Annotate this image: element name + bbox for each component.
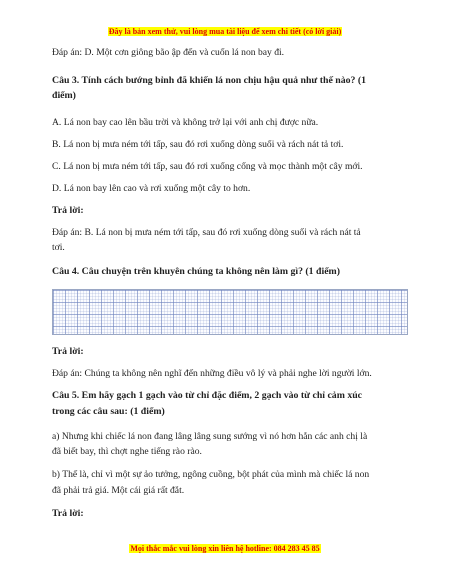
q3-answer: Đáp án: B. Lá non bị mưa ném tới tấp, sau đó rơi xuống dòng suối và rách nát tả xyxy=(52,227,361,238)
q3-option-c: C. Lá non bị mưa ném tới tấp, sau đó rơi xuống cống và mọc thành một cây mới. xyxy=(52,161,363,172)
q5-answer-label: Trả lời: xyxy=(52,508,84,519)
preview-banner xyxy=(0,27,450,36)
answer-writing-grid xyxy=(52,289,408,335)
preview-banner-text: Đây là bản xem thử, vui lòng mua tài liệu để xem chi tiết (có lời giải) xyxy=(108,27,342,36)
question-5-title: Câu 5. Em hãy gạch 1 gạch vào từ chỉ đặc điểm, 2 gạch vào từ chỉ cảm xúc xyxy=(52,390,363,401)
q5-sentence-a-cont: đã biết bay, thì chợt nghe tiếng rào rào. xyxy=(52,446,202,457)
q3-option-d: D. Lá non bay lên cao và rơi xuống một cây to hơn. xyxy=(52,183,251,194)
question-3-title-cont: điểm) xyxy=(52,90,76,101)
question-3-title: Câu 3. Tính cách bướng bỉnh đã khiến lá non chịu hậu quả như thế nào? (1 xyxy=(52,75,367,86)
q4-answer-label: Trả lời: xyxy=(52,346,84,357)
q5-sentence-b: b) Thế là, chỉ vì một sự ảo tưởng, ngông cuồng, bột phát của mình mà chiếc lá non xyxy=(52,469,370,480)
q5-sentence-b-cont: đã phải trả giá. Một cái giá rất đắt. xyxy=(52,485,185,496)
q3-option-b: B. Lá non bị mưa ném tới tấp, sau đó rơi xuống dòng suối và rách nát tả tơi. xyxy=(52,139,344,150)
q3-answer-cont: tơi. xyxy=(52,242,65,253)
previous-answer: Đáp án: D. Một cơn giông bão ập đến và cuốn lá non bay đi. xyxy=(52,47,285,58)
q4-answer: Đáp án: Chúng ta không nên nghĩ đến những điều vô lý và phải nghe lời người lớn. xyxy=(52,368,372,379)
hotline-banner-text: Mọi thắc mắc vui lòng xin liên hệ hotline: 084 283 45 85 xyxy=(130,544,320,553)
q5-sentence-a: a) Nhưng khi chiếc lá non đang lâng lâng sung sướng vì nó hơn hẳn các anh chị là xyxy=(52,431,368,442)
q3-option-a: A. Lá non bay cao lên bầu trời và không trở lại với anh chị được nữa. xyxy=(52,117,319,128)
hotline-banner xyxy=(0,544,450,553)
question-5-title-cont: trong các câu sau: (1 điểm) xyxy=(52,406,165,417)
question-4-title: Câu 4. Câu chuyện trên khuyên chúng ta không nên làm gì? (1 điểm) xyxy=(52,266,340,277)
q3-answer-label: Trả lời: xyxy=(52,205,84,216)
